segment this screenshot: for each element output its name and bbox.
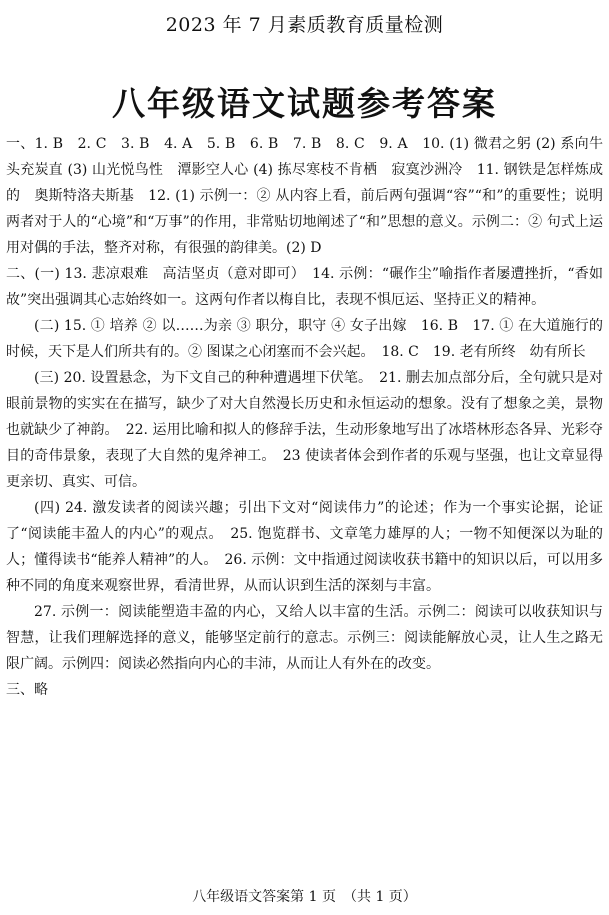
answer-section-5: (四) 24. 激发读者的阅读兴趣；引出下文对“阅读伟力”的论述；作为一个事实论据，论证了“阅读能丰盈人的内心”的观点。 25. 饱览群书、文章笔力雄厚的人；一物不知便深以为耻的人；懂得读书“能养人精神”的人。 26. 示例：文中指通过阅读收获书籍中的知识以后，可以用多种不同的角度来观察世界，看清世界，从而认识到生活的深刻与丰富。 (6, 500, 603, 594)
answer-section-2: 二、(一) 13. 悲凉艰难 高洁坚贞（意对即可） 14. 示例：“碾作尘”喻指作者屡遭挫折，“香如故”突出强调其心志始终如一。这两句作者以梅自比，表现不惧厄运、坚持正义的精神。 (6, 266, 603, 308)
answer-section-4: (三) 20. 设置悬念，为下文自己的种种遭遇埋下伏笔。 21. 删去加点部分后，全句就只是对眼前景物的实实在在描写，缺少了对大自然漫长历史和永恒运动的想象。没有了想象之美，景物也就缺少了神韵。 22. 运用比喻和拟人的修辞手法，生动形象地写出了冰塔林形态各异、光彩夺目的奇伟景象，表现了大自然的鬼斧神工。 23 使读者体会到作者的乐观与坚强，也让文章显得更亲切、真实、可信。 (6, 370, 603, 490)
answer-section-7: 三、略 (6, 682, 48, 698)
page-footer: 八年级语文答案第 1 页 （共 1 页） (192, 889, 417, 905)
document-title: 八年级语文试题参考答案 (112, 84, 497, 123)
answer-section-1: 一、1. B 2. C 3. B 4. A 5. B 6. B 7. B 8. C 9. A 10. (1) 微君之躬 (2) 系向牛头充炭直 (3) 山光悦鸟性 潭影空人心 (4) 拣尽寒枝不肯栖 寂寞沙洲冷 11. 钢铁是怎样炼成的 奥斯特洛夫斯基 12. (1) 示例一：② 从内容上看，前后两句强调“容”“和”的重要性；说明两者对于人的“心境”和“万事”的作用，非常贴切地阐述了“和”思想的意义。示例二：② 句式上运用对偶的手法，整齐对称，有很强的韵律美。(2) D (6, 136, 603, 256)
answer-section-3: (二) 15. ① 培养 ② 以……为亲 ③ 职分，职守 ④ 女子出嫁 16. B 17. ① 在大道施行的时候，天下是人们所共有的。② 图谋之心闭塞而不会兴起。 18. C 19. 老有所终 幼有所长 (6, 318, 603, 360)
exam-title: 2023 年 7 月素质教育质量检测 (165, 14, 444, 36)
answer-section-6: 27. 示例一：阅读能塑造丰盈的内心，又给人以丰富的生活。示例二：阅读可以收获知识与智慧，让我们理解选择的意义，能够坚定前行的意志。示例三：阅读能解放心灵，让人生之路无限广阔。示例四：阅读必然指向内心的丰沛，从而让人有外在的改变。 (6, 604, 603, 672)
answer-body (6, 131, 603, 703)
